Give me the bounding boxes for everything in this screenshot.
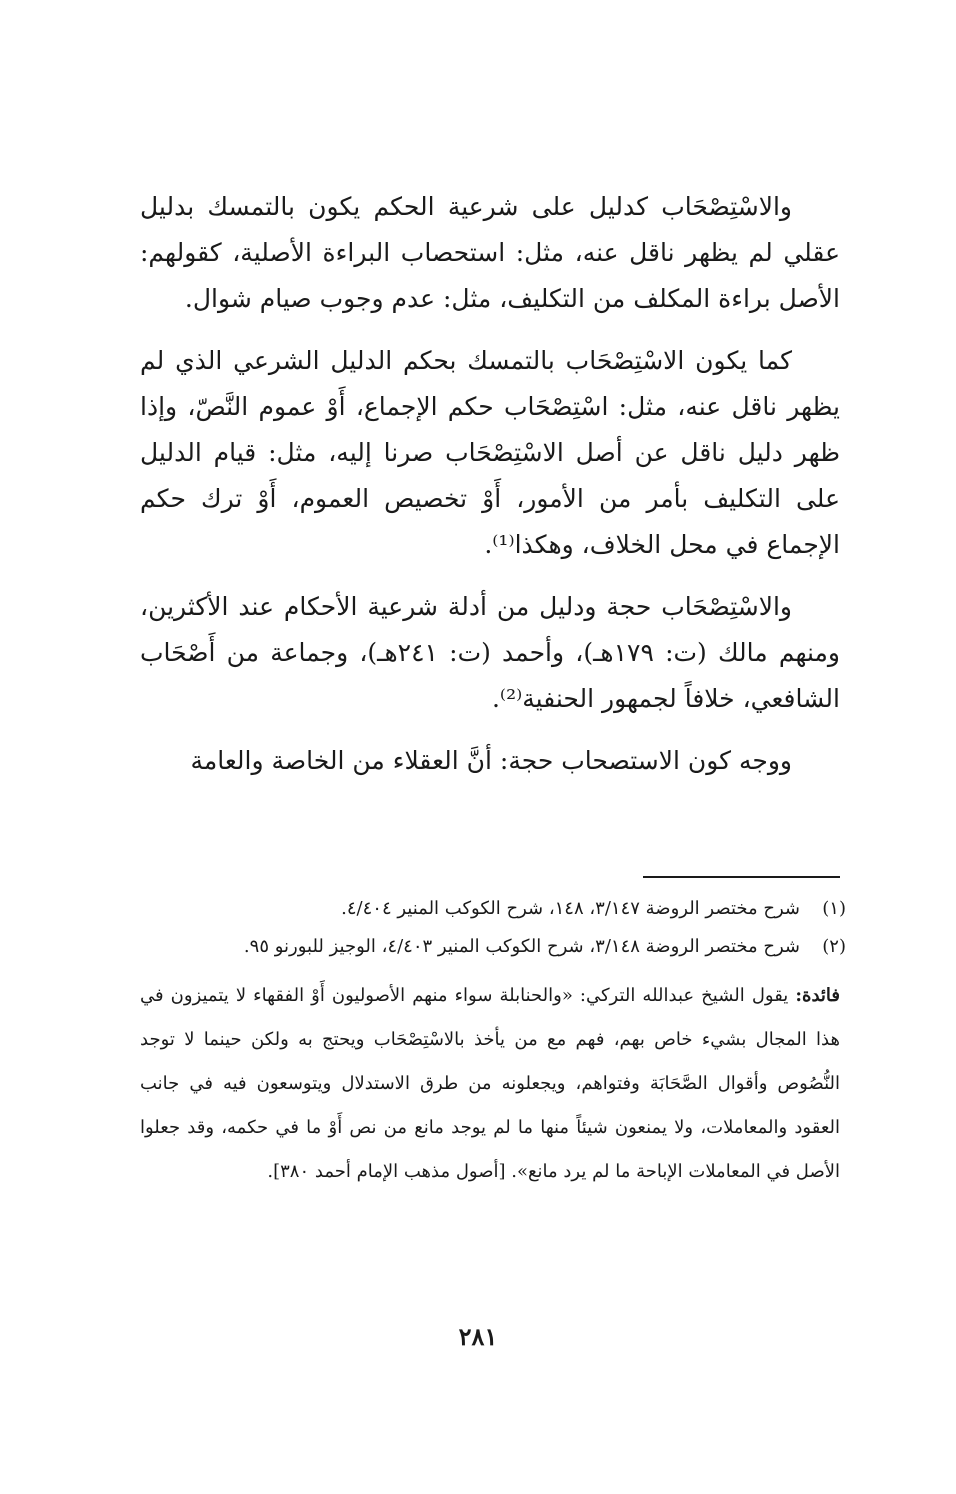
paragraph-4: ووجه كون الاستصحاب حجة: أنَّ العقلاء من الخاصة والعامة bbox=[190, 746, 792, 775]
footnotes bbox=[140, 890, 846, 1194]
benefit-note bbox=[140, 974, 846, 1194]
footnote-text: شرح مختصر الروضة ٣/١٤٧، ١٤٨، شرح الكوكب المنير ٤/٤٠٤. bbox=[341, 898, 800, 919]
main-text bbox=[140, 184, 840, 800]
page-number: ٢٨١ bbox=[458, 1322, 498, 1351]
paragraph-2: كما يكون الاسْتِصْحَاب بالتمسك بحكم الدليل الشرعي الذي لم يظهر ناقل عنه، مثل: اسْتِصْحَاب حكم الإجماع، أَوْ عموم النَّصّ، وإذا ظهر دليل ناقل عن أصل الاسْتِصْحَاب صرنا إليه، مثل: قيام الدليل على التكليف بأمر من الأمور، أَوْ تخصيص العموم، أَوْ ترك حكم الإجماع في محل الخلاف، وهكذا⁽¹⁾. bbox=[140, 346, 840, 559]
footnote-number: (٢) bbox=[822, 936, 846, 957]
footnote-2 bbox=[140, 928, 846, 966]
note-label: فائدة: bbox=[795, 985, 840, 1006]
paragraph-1: والاسْتِصْحَاب كدليل على شرعية الحكم يكون بالتمسك بدليل عقلي لم يظهر ناقل عنه، مثل: استحصاب البراءة الأصلية، كقولهم: الأصل براءة المكلف من التكليف، مثل: عدم وجوب صيام شوال. bbox=[140, 192, 840, 313]
footnote-1 bbox=[140, 890, 846, 928]
footnote-text: شرح مختصر الروضة ٣/١٤٨، شرح الكوكب المنير ٤/٤٠٣، الوجيز للبورنو ٩٥. bbox=[243, 936, 800, 957]
footnote-number: (١) bbox=[822, 898, 846, 919]
paragraph-3: والاسْتِصْحَاب حجة ودليل من أدلة شرعية الأحكام عند الأكثرين، ومنهم مالك (ت: ١٧٩هـ)، وأحمد (ت: ٢٤١هـ)، وجماعة من أَصْحَاب الشافعي، خلافاً لجمهور الحنفية⁽²⁾. bbox=[140, 592, 840, 713]
footnote-separator bbox=[643, 876, 840, 878]
note-text: يقول الشيخ عبدالله التركي: «والحنابلة سواء منهم الأصوليون أَوْ الفقهاء لا يتميزون في هذا المجال بشيء خاص بهم، فهم مع من يأخذ بالاسْتِصْحَاب ويحتج به ولكن حينما لا توجد النُّصُوص وأقوال الصَّحَابَة وفتواهم، ويجعلونه من طرق الاستدلال ويتوسعون فيه في جانب العقود والمعاملات، ولا يمنعون شيئاً منها ما لم يوجد مانع من نص أَوْ ما في حكمه، وقد جعلوا الأصل في المعاملات الإباحة ما لم يرد مانع». [أصول مذهب الإمام أحمد ٣٨٠]. bbox=[140, 985, 840, 1182]
